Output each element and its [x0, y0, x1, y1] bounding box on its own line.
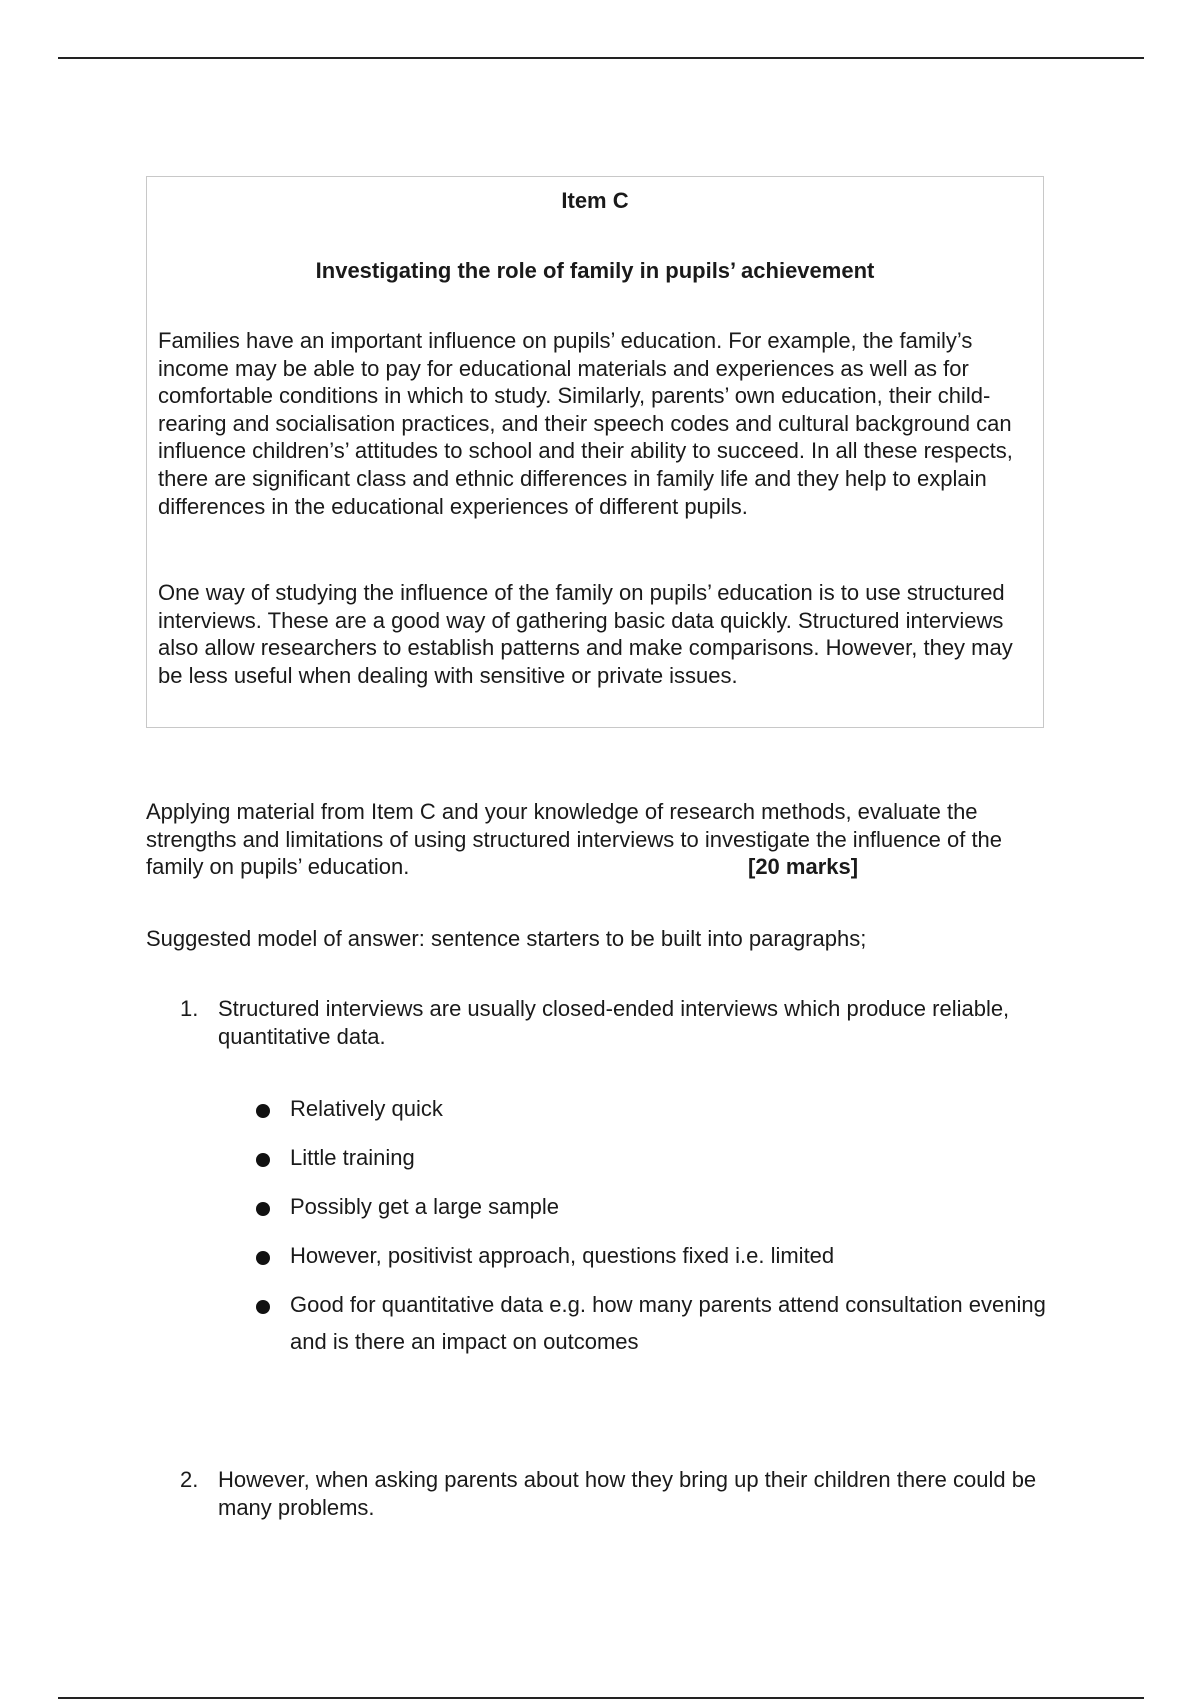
bullet-text: Possibly get a large sample: [290, 1194, 560, 1219]
bullet-text: Relatively quick: [290, 1096, 443, 1121]
list-item: [252, 1188, 1052, 1225]
list-item: [252, 1286, 1052, 1360]
question-marks: [20 marks]: [748, 854, 859, 879]
bullet-icon: [256, 1251, 270, 1265]
bullet-icon: [256, 1300, 270, 1314]
answer-point-text: However, when asking parents about how they bring up their children there could be many problems.: [218, 1467, 1037, 1520]
bullet-list: [252, 1090, 1052, 1372]
answer-point-number: 1.: [180, 996, 199, 1021]
answer-point-1: [180, 995, 1040, 1051]
bullet-text: However, positivist approach, questions fixed i.e. limited: [290, 1243, 835, 1268]
question-text: Applying material from Item C and your knowledge of research methods, evaluate the strengths and limitations of using structured interviews to investigate the influence of the family on pupils’ education.: [146, 799, 1003, 880]
bullet-icon: [256, 1202, 270, 1216]
footer-rule: [58, 1697, 1144, 1699]
suggested-model-heading: Suggested model of answer: sentence starters to be built into paragraphs;: [146, 926, 867, 951]
answer-point-text: Structured interviews are usually closed-ended interviews which produce reliable, quantitative data.: [218, 996, 1010, 1049]
answer-point-2: [180, 1466, 1040, 1522]
item-title: Item C: [561, 188, 629, 213]
bullet-text: Good for quantitative data e.g. how many parents attend consultation evening and is there an impact on outcomes: [290, 1292, 1046, 1354]
bullet-icon: [256, 1153, 270, 1167]
list-item: [252, 1139, 1052, 1176]
list-item: [252, 1237, 1052, 1274]
list-item: [252, 1090, 1052, 1127]
bullet-icon: [256, 1104, 270, 1118]
header-rule: [58, 57, 1144, 59]
item-c-box: [146, 176, 1044, 728]
item-paragraph-2: One way of studying the influence of the family on pupils’ education is to use structured interviews. These are a good way of gathering basic data quickly. Structured interviews also allow researchers to establish patterns and make comparisons. However, they may be less useful when dealing with sensitive or private issues.: [158, 580, 1013, 688]
bullet-text: Little training: [290, 1145, 415, 1170]
item-subtitle: Investigating the role of family in pupils’ achievement: [315, 258, 875, 283]
item-paragraph-1: Families have an important influence on pupils’ education. For example, the family’s income may be able to pay for educational materials and experiences as well as for comfortable conditions in which to study. Similarly, parents’ own education, their child-rearing and socialisation practices, and their speech codes and cultural background can influence children’s’ attitudes to school and their ability to succeed. In all these respects, there are significant class and ethnic differences in family life and they help to explain differences in the educational experiences of different pupils.: [158, 328, 1013, 519]
answer-point-number: 2.: [180, 1467, 199, 1492]
